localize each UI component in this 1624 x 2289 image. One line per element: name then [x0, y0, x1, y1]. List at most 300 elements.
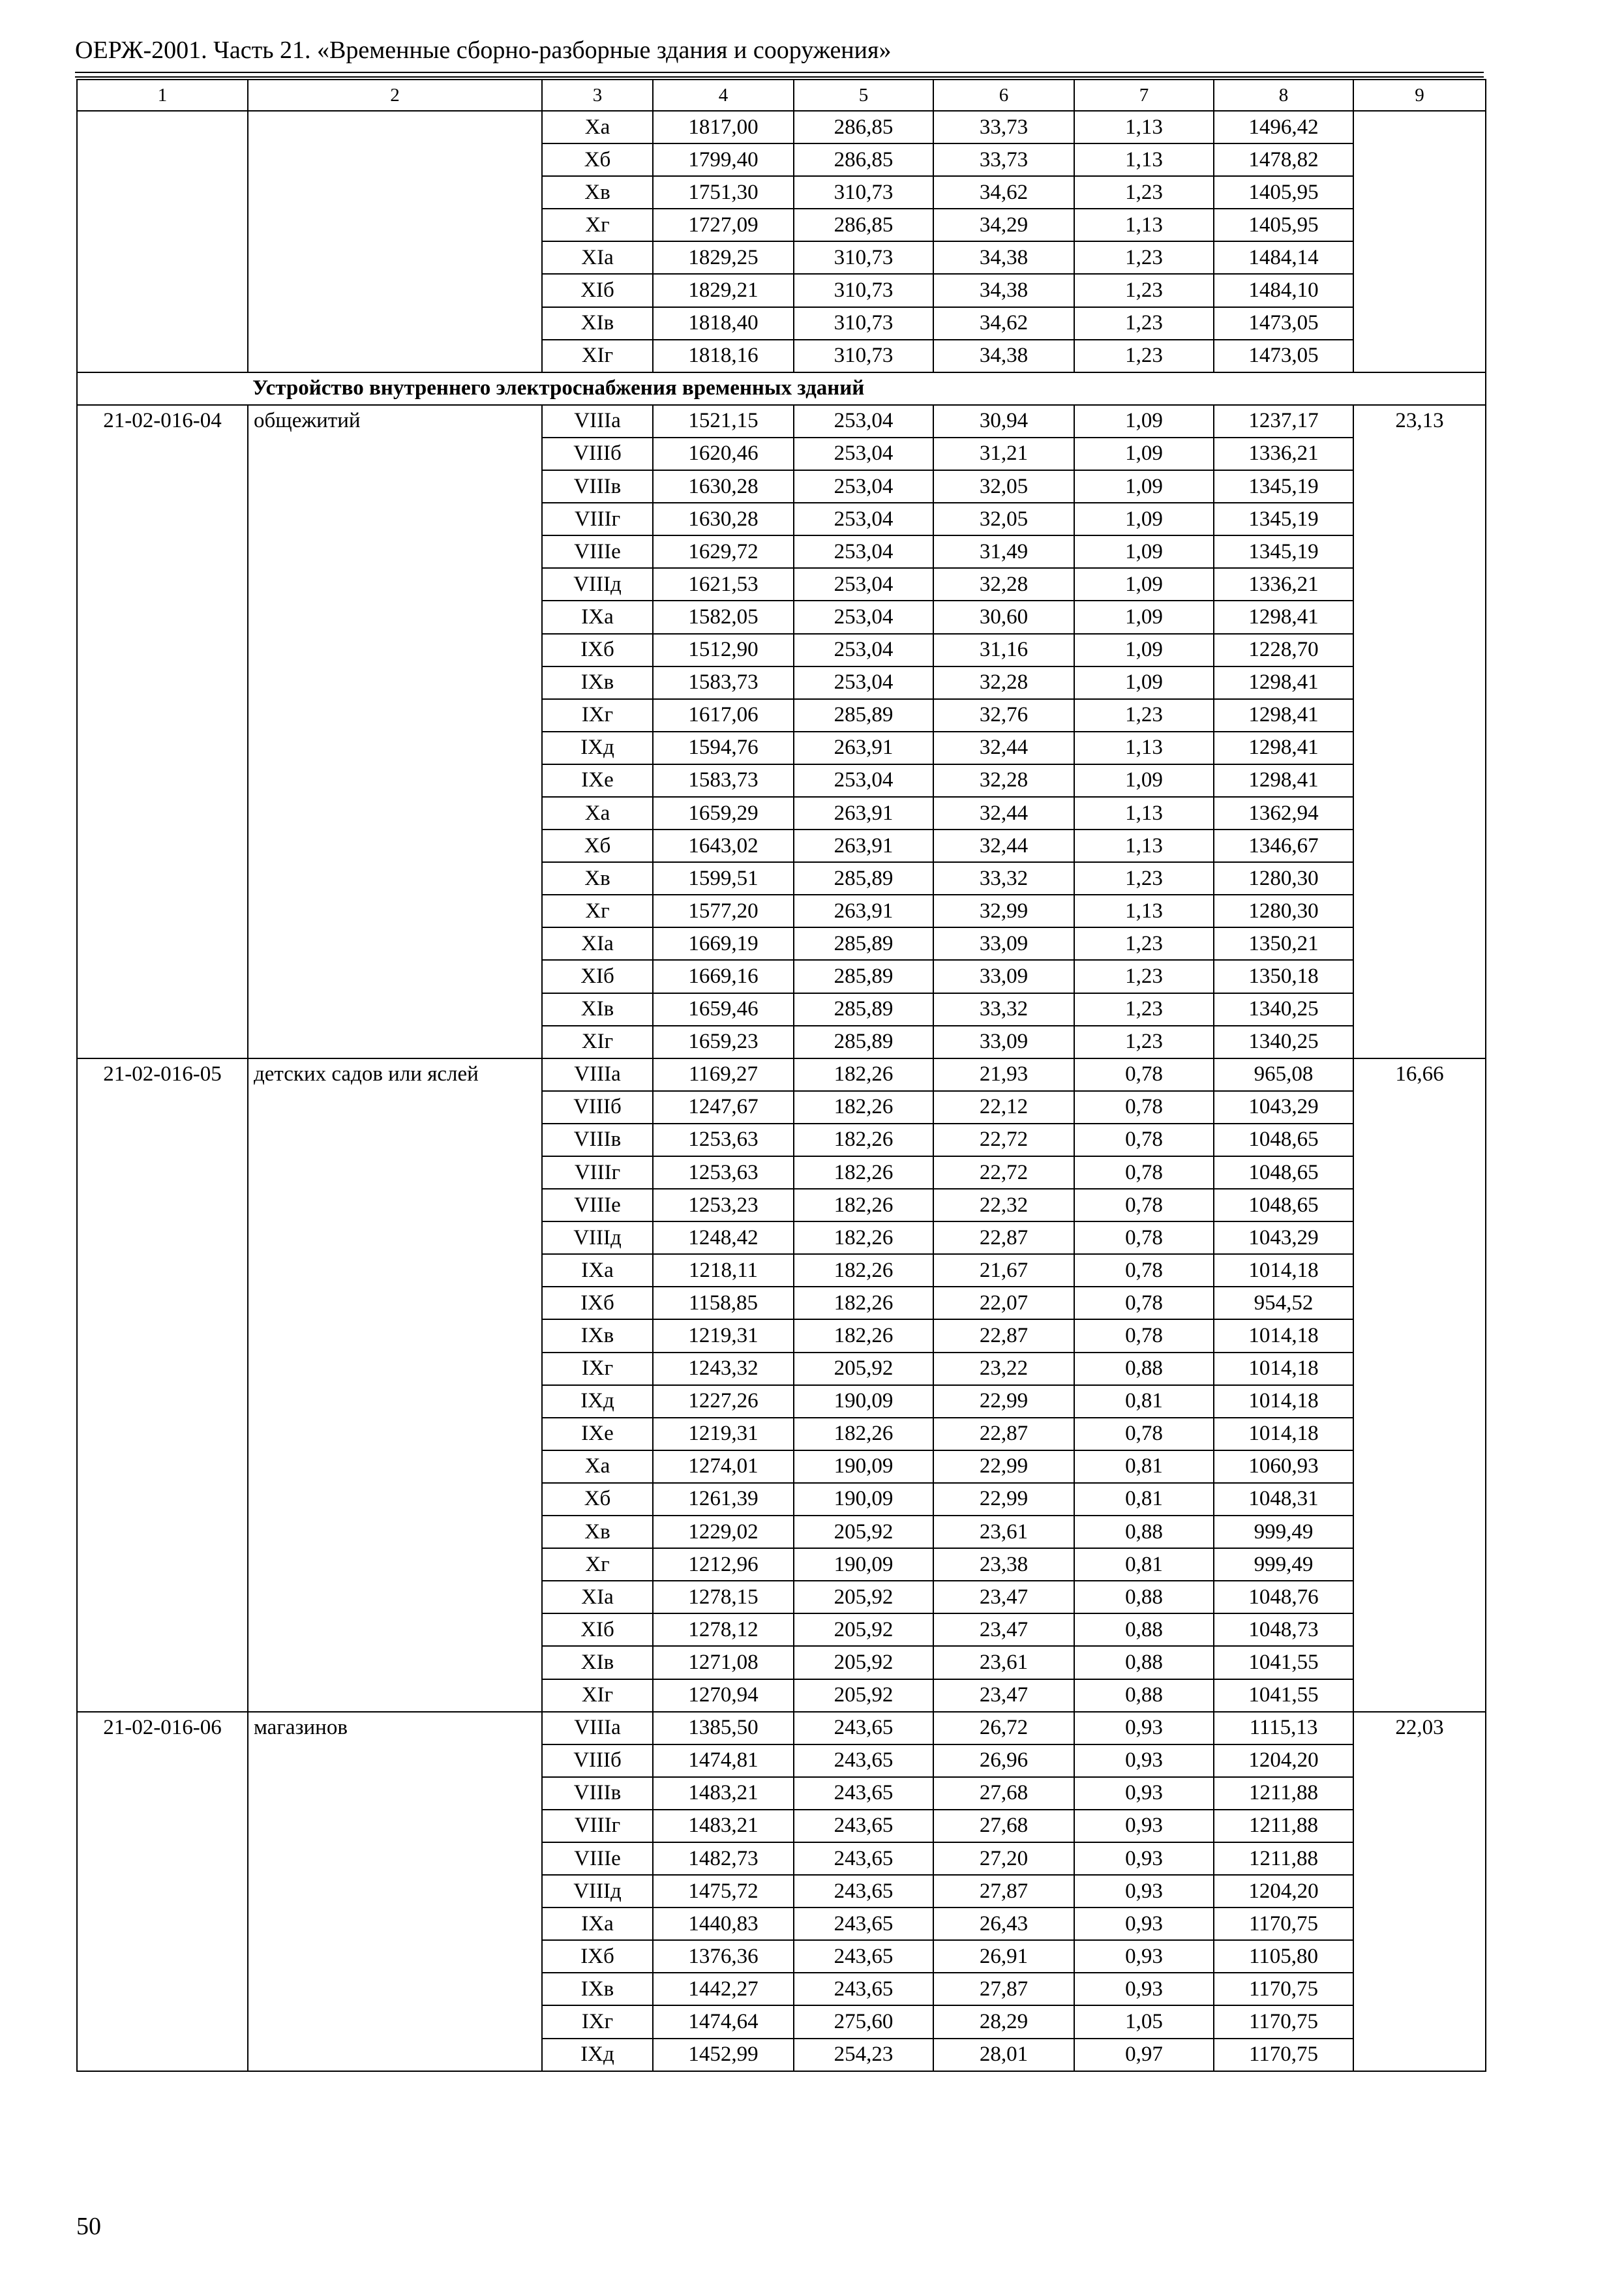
- col8-cell: 1280,30: [1214, 895, 1353, 927]
- col4-cell: 1659,29: [653, 797, 794, 830]
- col7-cell: 1,09: [1074, 470, 1214, 503]
- rates-table: [76, 79, 1486, 2072]
- type-code-cell: IХг: [542, 2005, 653, 2038]
- col8-cell: 1345,19: [1214, 470, 1353, 503]
- col6-cell: 34,62: [933, 307, 1074, 340]
- col7-cell: 1,09: [1074, 666, 1214, 699]
- col5-cell: 243,65: [794, 1777, 933, 1810]
- type-code-cell: Хб: [542, 143, 653, 176]
- col7-cell: 1,13: [1074, 895, 1214, 927]
- col5-cell: 275,60: [794, 2005, 933, 2038]
- col5-cell: 310,73: [794, 241, 933, 274]
- col8-cell: 954,52: [1214, 1287, 1353, 1319]
- table-row: [77, 111, 1486, 143]
- col7-cell: 0,93: [1074, 1973, 1214, 2005]
- col8-cell: 1298,41: [1214, 732, 1353, 764]
- type-code-cell: IХа: [542, 1254, 653, 1287]
- type-code-cell: Хб: [542, 1483, 653, 1516]
- col8-cell: 1345,19: [1214, 503, 1353, 535]
- type-code-cell: Ха: [542, 111, 653, 143]
- col5-cell: 205,92: [794, 1353, 933, 1385]
- col8-cell: 1041,55: [1214, 1646, 1353, 1679]
- col4-cell: 1659,46: [653, 993, 794, 1026]
- column-number: 4: [653, 80, 794, 111]
- type-code-cell: ХIв: [542, 993, 653, 1026]
- table-body: [77, 80, 1486, 2071]
- col5-cell: 254,23: [794, 2039, 933, 2071]
- table-row: [77, 1712, 1486, 1744]
- col5-cell: 253,04: [794, 535, 933, 568]
- col8-cell: 1405,95: [1214, 176, 1353, 209]
- col6-cell: 33,73: [933, 111, 1074, 143]
- col7-cell: 0,78: [1074, 1058, 1214, 1091]
- col8-cell: 1228,70: [1214, 634, 1353, 666]
- type-code-cell: VIIIд: [542, 568, 653, 601]
- col5-cell: 263,91: [794, 797, 933, 830]
- col8-cell: 1473,05: [1214, 340, 1353, 372]
- type-code-cell: IХа: [542, 601, 653, 633]
- col8-cell: 1043,29: [1214, 1091, 1353, 1124]
- type-code-cell: IХб: [542, 1287, 653, 1319]
- col5-cell: 190,09: [794, 1450, 933, 1483]
- col5-cell: 243,65: [794, 1875, 933, 1908]
- type-code-cell: VIIIа: [542, 1058, 653, 1091]
- type-code-cell: ХIв: [542, 1646, 653, 1679]
- col4-cell: 1227,26: [653, 1385, 794, 1418]
- type-code-cell: Хг: [542, 1548, 653, 1581]
- type-code-cell: Хг: [542, 895, 653, 927]
- type-code-cell: VIIIа: [542, 1712, 653, 1744]
- col5-cell: 205,92: [794, 1646, 933, 1679]
- col4-cell: 1829,25: [653, 241, 794, 274]
- col7-cell: 0,88: [1074, 1679, 1214, 1712]
- col6-cell: 32,05: [933, 503, 1074, 535]
- type-code-cell: ХIб: [542, 960, 653, 993]
- col6-cell: 33,73: [933, 143, 1074, 176]
- col8-cell: 1048,65: [1214, 1156, 1353, 1189]
- col6-cell: 21,67: [933, 1254, 1074, 1287]
- type-code-cell: IХг: [542, 699, 653, 732]
- type-code-cell: IХе: [542, 764, 653, 797]
- rate-code-cell: 21-02-016-06: [77, 1712, 248, 2071]
- col8-cell: 1345,19: [1214, 535, 1353, 568]
- col8-cell: 1237,17: [1214, 405, 1353, 438]
- col8-cell: 1350,18: [1214, 960, 1353, 993]
- type-code-cell: IХв: [542, 1973, 653, 2005]
- type-code-cell: IХв: [542, 666, 653, 699]
- col5-cell: 310,73: [794, 340, 933, 372]
- column-number: 3: [542, 80, 653, 111]
- col7-cell: 0,88: [1074, 1516, 1214, 1548]
- col7-cell: 1,23: [1074, 993, 1214, 1026]
- col7-cell: 1,13: [1074, 797, 1214, 830]
- col6-cell: 21,93: [933, 1058, 1074, 1091]
- col8-cell: 1105,80: [1214, 1940, 1353, 1973]
- col4-cell: 1218,11: [653, 1254, 794, 1287]
- col4-cell: 1621,53: [653, 568, 794, 601]
- type-code-cell: VIIIб: [542, 438, 653, 470]
- type-code-cell: VIIIб: [542, 1744, 653, 1777]
- col4-cell: 1219,31: [653, 1418, 794, 1450]
- col8-cell: 999,49: [1214, 1548, 1353, 1581]
- col9-cell: 23,13: [1353, 405, 1486, 1058]
- col5-cell: 285,89: [794, 927, 933, 960]
- col7-cell: 0,93: [1074, 1810, 1214, 1842]
- col8-cell: 1204,20: [1214, 1875, 1353, 1908]
- col7-cell: 0,78: [1074, 1254, 1214, 1287]
- col4-cell: 1452,99: [653, 2039, 794, 2071]
- type-code-cell: VIIIг: [542, 503, 653, 535]
- col6-cell: 22,87: [933, 1319, 1074, 1352]
- column-number: 9: [1353, 80, 1486, 111]
- col8-cell: 1048,31: [1214, 1483, 1353, 1516]
- type-code-cell: Хг: [542, 209, 653, 241]
- col6-cell: 32,28: [933, 764, 1074, 797]
- col4-cell: 1270,94: [653, 1679, 794, 1712]
- col5-cell: 253,04: [794, 438, 933, 470]
- column-number: 7: [1074, 80, 1214, 111]
- col6-cell: 28,29: [933, 2005, 1074, 2038]
- col9-cell: 16,66: [1353, 1058, 1486, 1712]
- col6-cell: 22,99: [933, 1483, 1074, 1516]
- col6-cell: 22,99: [933, 1385, 1074, 1418]
- col5-cell: 253,04: [794, 568, 933, 601]
- col5-cell: 310,73: [794, 274, 933, 307]
- col5-cell: 253,04: [794, 634, 933, 666]
- col8-cell: 1014,18: [1214, 1418, 1353, 1450]
- col5-cell: 182,26: [794, 1058, 933, 1091]
- col6-cell: 33,32: [933, 993, 1074, 1026]
- col7-cell: 1,13: [1074, 111, 1214, 143]
- col5-cell: 205,92: [794, 1613, 933, 1646]
- col4-cell: 1474,81: [653, 1744, 794, 1777]
- col6-cell: 23,47: [933, 1679, 1074, 1712]
- col6-cell: 27,68: [933, 1777, 1074, 1810]
- col7-cell: 1,13: [1074, 732, 1214, 764]
- type-code-cell: IХв: [542, 1319, 653, 1352]
- type-code-cell: VIIIв: [542, 1777, 653, 1810]
- table-row: [77, 1058, 1486, 1091]
- col5-cell: 205,92: [794, 1581, 933, 1613]
- col4-cell: 1385,50: [653, 1712, 794, 1744]
- col7-cell: 1,13: [1074, 830, 1214, 862]
- col8-cell: 1014,18: [1214, 1385, 1353, 1418]
- col7-cell: 0,88: [1074, 1581, 1214, 1613]
- col6-cell: 33,32: [933, 862, 1074, 895]
- col5-cell: 285,89: [794, 993, 933, 1026]
- col6-cell: 22,87: [933, 1418, 1074, 1450]
- col6-cell: 32,44: [933, 732, 1074, 764]
- col6-cell: 22,07: [933, 1287, 1074, 1319]
- col5-cell: 286,85: [794, 111, 933, 143]
- col5-cell: 182,26: [794, 1254, 933, 1287]
- type-code-cell: ХIв: [542, 307, 653, 340]
- col5-cell: 285,89: [794, 699, 933, 732]
- type-code-cell: ХIг: [542, 1026, 653, 1058]
- col8-cell: 1298,41: [1214, 699, 1353, 732]
- col4-cell: 1818,16: [653, 340, 794, 372]
- column-number: 1: [77, 80, 248, 111]
- type-code-cell: Хв: [542, 862, 653, 895]
- col5-cell: 310,73: [794, 307, 933, 340]
- col4-cell: 1817,00: [653, 111, 794, 143]
- col5-cell: 190,09: [794, 1548, 933, 1581]
- column-number: 8: [1214, 80, 1353, 111]
- col4-cell: 1474,64: [653, 2005, 794, 2038]
- col6-cell: 34,38: [933, 274, 1074, 307]
- col4-cell: 1594,76: [653, 732, 794, 764]
- col7-cell: 1,23: [1074, 927, 1214, 960]
- col4-cell: 1212,96: [653, 1548, 794, 1581]
- col4-cell: 1376,36: [653, 1940, 794, 1973]
- col5-cell: 182,26: [794, 1124, 933, 1156]
- col7-cell: 1,23: [1074, 1026, 1214, 1058]
- type-code-cell: ХIг: [542, 340, 653, 372]
- col8-cell: 1170,75: [1214, 2039, 1353, 2071]
- col4-cell: 1440,83: [653, 1908, 794, 1940]
- col6-cell: 32,44: [933, 797, 1074, 830]
- col8-cell: 1170,75: [1214, 1908, 1353, 1940]
- col6-cell: 23,47: [933, 1581, 1074, 1613]
- header-rule: [75, 72, 1484, 73]
- col8-cell: 1115,13: [1214, 1712, 1353, 1744]
- type-code-cell: VIIIе: [542, 1189, 653, 1221]
- col4-cell: 1253,23: [653, 1189, 794, 1221]
- col8-cell: 1211,88: [1214, 1810, 1353, 1842]
- col4-cell: 1278,15: [653, 1581, 794, 1613]
- type-code-cell: VIIIд: [542, 1875, 653, 1908]
- col8-cell: 1043,29: [1214, 1221, 1353, 1254]
- col8-cell: 1014,18: [1214, 1319, 1353, 1352]
- type-code-cell: ХIа: [542, 927, 653, 960]
- col4-cell: 1583,73: [653, 764, 794, 797]
- type-code-cell: ХIб: [542, 274, 653, 307]
- col5-cell: 243,65: [794, 1810, 933, 1842]
- col7-cell: 0,78: [1074, 1189, 1214, 1221]
- col7-cell: 1,09: [1074, 503, 1214, 535]
- col6-cell: 33,09: [933, 1026, 1074, 1058]
- col8-cell: 1478,82: [1214, 143, 1353, 176]
- type-code-cell: IХд: [542, 732, 653, 764]
- col5-cell: 253,04: [794, 601, 933, 633]
- col7-cell: 1,05: [1074, 2005, 1214, 2038]
- col7-cell: 0,81: [1074, 1385, 1214, 1418]
- col6-cell: 31,16: [933, 634, 1074, 666]
- col4-cell: 1582,05: [653, 601, 794, 633]
- col7-cell: 0,81: [1074, 1548, 1214, 1581]
- col5-cell: 253,04: [794, 666, 933, 699]
- col4-cell: 1659,23: [653, 1026, 794, 1058]
- col7-cell: 1,23: [1074, 274, 1214, 307]
- col6-cell: 22,87: [933, 1221, 1074, 1254]
- col7-cell: 0,93: [1074, 1875, 1214, 1908]
- col6-cell: 33,09: [933, 960, 1074, 993]
- column-number: 6: [933, 80, 1074, 111]
- section-row: [77, 372, 1486, 405]
- col8-cell: 1340,25: [1214, 1026, 1353, 1058]
- col4-cell: 1617,06: [653, 699, 794, 732]
- col4-cell: 1727,09: [653, 209, 794, 241]
- col8-cell: 1346,67: [1214, 830, 1353, 862]
- col8-cell: 1362,94: [1214, 797, 1353, 830]
- col6-cell: 26,96: [933, 1744, 1074, 1777]
- col4-cell: 1271,08: [653, 1646, 794, 1679]
- col4-cell: 1483,21: [653, 1777, 794, 1810]
- col8-cell: 1014,18: [1214, 1254, 1353, 1287]
- col6-cell: 23,61: [933, 1516, 1074, 1548]
- type-code-cell: VIIIа: [542, 405, 653, 438]
- col8-cell: 1350,21: [1214, 927, 1353, 960]
- col4-cell: 1629,72: [653, 535, 794, 568]
- col6-cell: 22,72: [933, 1156, 1074, 1189]
- col4-cell: 1512,90: [653, 634, 794, 666]
- type-code-cell: Хв: [542, 176, 653, 209]
- col4-cell: 1483,21: [653, 1810, 794, 1842]
- section-title: Устройство внутреннего электроснабжения временных зданий: [77, 372, 1486, 405]
- col5-cell: 253,04: [794, 764, 933, 797]
- col5-cell: 190,09: [794, 1483, 933, 1516]
- col5-cell: 182,26: [794, 1221, 933, 1254]
- col5-cell: 182,26: [794, 1418, 933, 1450]
- col6-cell: 32,28: [933, 666, 1074, 699]
- col5-cell: 243,65: [794, 1744, 933, 1777]
- col8-cell: 965,08: [1214, 1058, 1353, 1091]
- header-rule: [75, 76, 1484, 78]
- col6-cell: 31,21: [933, 438, 1074, 470]
- col6-cell: 32,28: [933, 568, 1074, 601]
- col8-cell: 1211,88: [1214, 1777, 1353, 1810]
- col4-cell: 1829,21: [653, 274, 794, 307]
- col4-cell: 1158,85: [653, 1287, 794, 1319]
- col8-cell: 1280,30: [1214, 862, 1353, 895]
- col7-cell: 1,09: [1074, 764, 1214, 797]
- column-number-row: [77, 80, 1486, 111]
- col8-cell: 1048,65: [1214, 1124, 1353, 1156]
- col8-cell: 1041,55: [1214, 1679, 1353, 1712]
- col5-cell: 243,65: [794, 1973, 933, 2005]
- col5-cell: 253,04: [794, 470, 933, 503]
- type-code-cell: VIIIв: [542, 1124, 653, 1156]
- col7-cell: 1,23: [1074, 960, 1214, 993]
- col7-cell: 0,78: [1074, 1287, 1214, 1319]
- page-header-title: ОЕРЖ-2001. Часть 21. «Временные сборно-разборные здания и сооружения»: [75, 37, 892, 64]
- col9-cell: [1353, 111, 1486, 372]
- col6-cell: 26,43: [933, 1908, 1074, 1940]
- col7-cell: 0,81: [1074, 1483, 1214, 1516]
- col6-cell: 34,38: [933, 340, 1074, 372]
- col7-cell: 0,88: [1074, 1353, 1214, 1385]
- col6-cell: 32,44: [933, 830, 1074, 862]
- col4-cell: 1274,01: [653, 1450, 794, 1483]
- col6-cell: 32,76: [933, 699, 1074, 732]
- col7-cell: 1,09: [1074, 535, 1214, 568]
- col4-cell: 1630,28: [653, 503, 794, 535]
- col4-cell: 1253,63: [653, 1156, 794, 1189]
- type-code-cell: ХIа: [542, 1581, 653, 1613]
- col8-cell: 1211,88: [1214, 1842, 1353, 1875]
- col6-cell: 26,72: [933, 1712, 1074, 1744]
- col5-cell: 286,85: [794, 209, 933, 241]
- col4-cell: 1669,19: [653, 927, 794, 960]
- type-code-cell: IХд: [542, 2039, 653, 2071]
- col6-cell: 23,22: [933, 1353, 1074, 1385]
- col5-cell: 182,26: [794, 1091, 933, 1124]
- col7-cell: 0,78: [1074, 1091, 1214, 1124]
- col5-cell: 285,89: [794, 1026, 933, 1058]
- column-number: 2: [248, 80, 542, 111]
- col9-cell: 22,03: [1353, 1712, 1486, 2071]
- col4-cell: 1442,27: [653, 1973, 794, 2005]
- type-code-cell: VIIIд: [542, 1221, 653, 1254]
- col7-cell: 0,88: [1074, 1613, 1214, 1646]
- col7-cell: 0,93: [1074, 1908, 1214, 1940]
- col5-cell: 182,26: [794, 1319, 933, 1352]
- col6-cell: 30,94: [933, 405, 1074, 438]
- rate-code-cell: 21-02-016-05: [77, 1058, 248, 1712]
- col8-cell: 1014,18: [1214, 1353, 1353, 1385]
- col8-cell: 1298,41: [1214, 764, 1353, 797]
- col5-cell: 263,91: [794, 732, 933, 764]
- col4-cell: 1475,72: [653, 1875, 794, 1908]
- col6-cell: 30,60: [933, 601, 1074, 633]
- col4-cell: 1219,31: [653, 1319, 794, 1352]
- col8-cell: 1336,21: [1214, 568, 1353, 601]
- table-row: [77, 405, 1486, 438]
- type-code-cell: IХа: [542, 1908, 653, 1940]
- type-code-cell: Хв: [542, 1516, 653, 1548]
- col5-cell: 310,73: [794, 176, 933, 209]
- col4-cell: 1818,40: [653, 307, 794, 340]
- type-code-cell: VIIIв: [542, 470, 653, 503]
- col4-cell: 1253,63: [653, 1124, 794, 1156]
- col8-cell: 1170,75: [1214, 1973, 1353, 2005]
- col8-cell: 1340,25: [1214, 993, 1353, 1026]
- col4-cell: 1243,32: [653, 1353, 794, 1385]
- col7-cell: 1,23: [1074, 862, 1214, 895]
- col8-cell: 1060,93: [1214, 1450, 1353, 1483]
- type-code-cell: VIIIе: [542, 535, 653, 568]
- col6-cell: 23,47: [933, 1613, 1074, 1646]
- col4-cell: 1248,42: [653, 1221, 794, 1254]
- col7-cell: 0,93: [1074, 1940, 1214, 1973]
- column-number: 5: [794, 80, 933, 111]
- col7-cell: 0,78: [1074, 1319, 1214, 1352]
- col8-cell: 1473,05: [1214, 307, 1353, 340]
- col4-cell: 1577,20: [653, 895, 794, 927]
- type-code-cell: IХе: [542, 1418, 653, 1450]
- col5-cell: 205,92: [794, 1516, 933, 1548]
- col5-cell: 182,26: [794, 1287, 933, 1319]
- col6-cell: 27,20: [933, 1842, 1074, 1875]
- col4-cell: 1278,12: [653, 1613, 794, 1646]
- col8-cell: 1405,95: [1214, 209, 1353, 241]
- rate-name-cell: детских садов или яслей: [248, 1058, 542, 1712]
- col4-cell: 1261,39: [653, 1483, 794, 1516]
- col4-cell: 1799,40: [653, 143, 794, 176]
- col7-cell: 1,09: [1074, 438, 1214, 470]
- type-code-cell: ХIб: [542, 1613, 653, 1646]
- col4-cell: 1630,28: [653, 470, 794, 503]
- col4-cell: 1751,30: [653, 176, 794, 209]
- col8-cell: 1048,76: [1214, 1581, 1353, 1613]
- type-code-cell: Ха: [542, 1450, 653, 1483]
- col7-cell: 1,23: [1074, 340, 1214, 372]
- col6-cell: 22,72: [933, 1124, 1074, 1156]
- col4-cell: 1620,46: [653, 438, 794, 470]
- col4-cell: 1521,15: [653, 405, 794, 438]
- col6-cell: 27,87: [933, 1973, 1074, 2005]
- col7-cell: 1,09: [1074, 405, 1214, 438]
